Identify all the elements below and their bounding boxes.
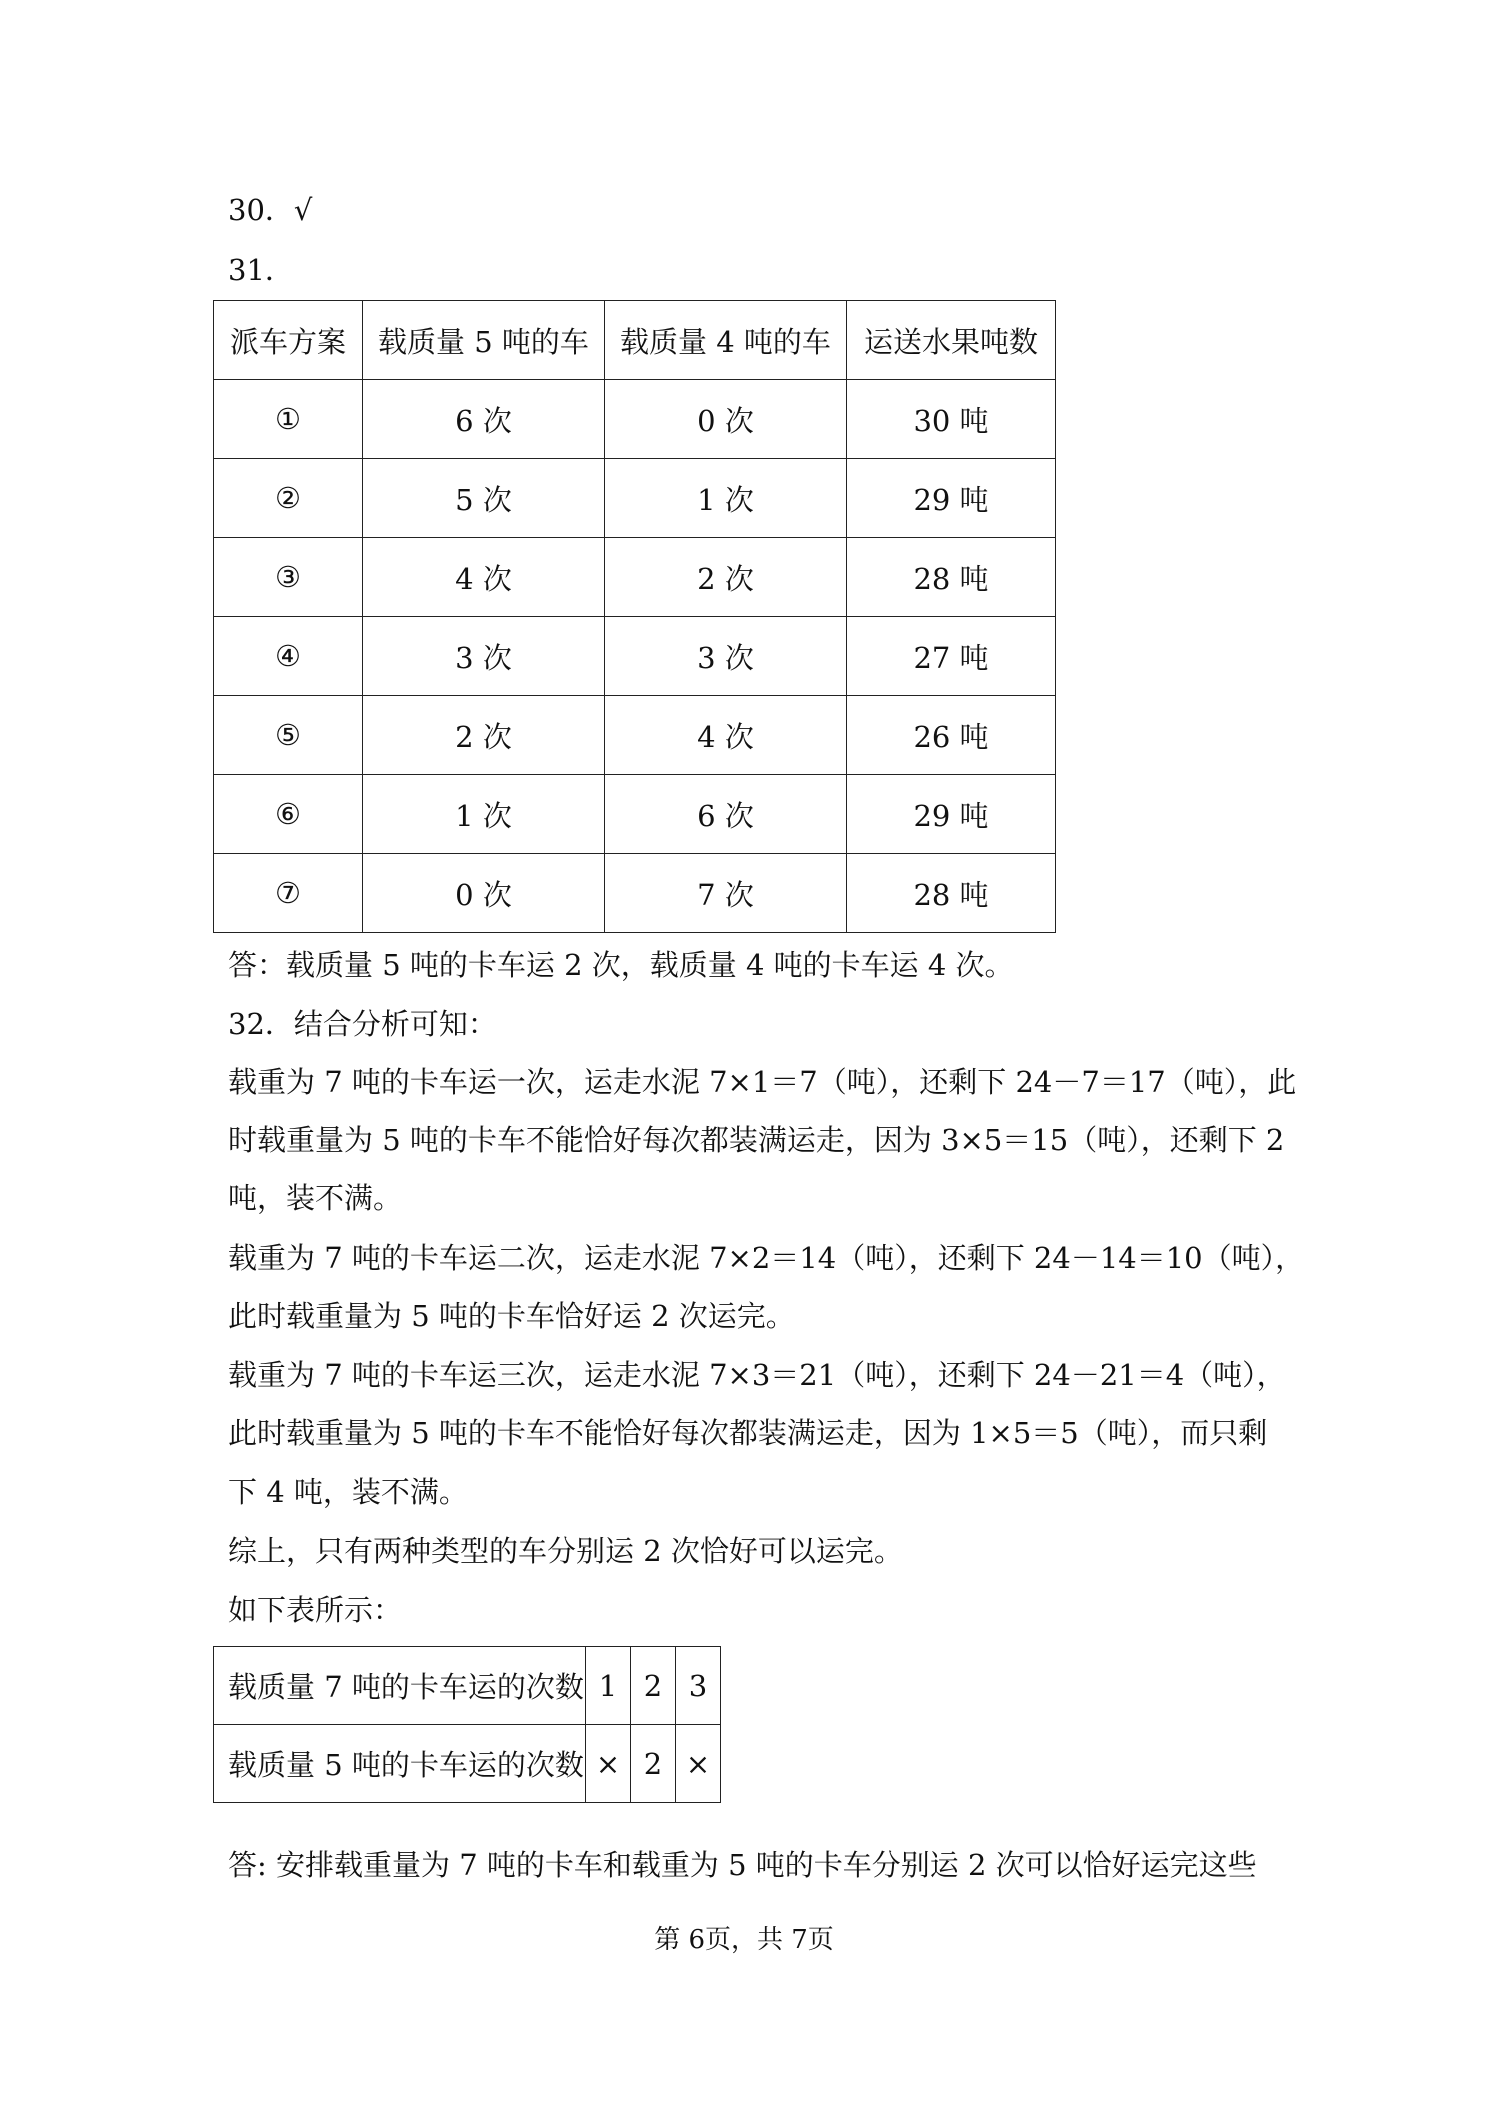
table-cell: 1 次 <box>363 775 605 854</box>
table-cell: 7 次 <box>605 854 847 933</box>
table-row <box>214 1647 721 1725</box>
table-cell: ⑤ <box>214 696 363 775</box>
row-label: 载质量 7 吨的卡车运的次数 <box>214 1647 586 1725</box>
row-label: 载质量 5 吨的卡车运的次数 <box>214 1725 586 1803</box>
table-cell: 4 次 <box>363 538 605 617</box>
table-cell: 28 吨 <box>847 854 1056 933</box>
q32-table <box>213 1646 721 1803</box>
header-cell: 派车方案 <box>214 301 363 380</box>
q32-answer: 答: 安排载重量为 7 吨的卡车和载重为 5 吨的卡车分别运 2 次可以恰好运完这些 <box>228 1848 1257 1882</box>
table-cell: 6 次 <box>363 380 605 459</box>
q32-line: 如下表所示： <box>228 1593 403 1627</box>
table-cell: 2 <box>631 1725 676 1803</box>
table-cell: ④ <box>214 617 363 696</box>
table-cell: × <box>586 1725 631 1803</box>
table-cell: 2 次 <box>363 696 605 775</box>
header-cell: 载质量 5 吨的车 <box>363 301 605 380</box>
header-cell: 载质量 4 吨的车 <box>605 301 847 380</box>
table-cell: 2 <box>631 1647 676 1725</box>
q31-label: 31． <box>228 253 294 287</box>
table-cell: 26 吨 <box>847 696 1056 775</box>
table-header-row <box>214 301 1056 380</box>
table-cell: 3 <box>676 1647 721 1725</box>
table-row <box>214 854 1056 933</box>
table-cell: 1 <box>586 1647 631 1725</box>
table-row <box>214 696 1056 775</box>
q32-line: 载重为 7 吨的卡车运三次，运走水泥 7×3＝21（吨），还剩下 24－21＝4（吨）， <box>228 1358 1286 1392</box>
q32-line: 此时载重量为 5 吨的卡车恰好运 2 次运完。 <box>228 1299 795 1333</box>
table-cell: 28 吨 <box>847 538 1056 617</box>
table-cell: ② <box>214 459 363 538</box>
table-cell: 3 次 <box>363 617 605 696</box>
table-row <box>214 617 1056 696</box>
q32-line: 载重为 7 吨的卡车运二次，运走水泥 7×2＝14（吨），还剩下 24－14＝10（吨）， <box>228 1241 1305 1275</box>
table-cell: ⑥ <box>214 775 363 854</box>
header-cell: 运送水果吨数 <box>847 301 1056 380</box>
q32-line: 此时载重量为 5 吨的卡车不能恰好每次都装满运走，因为 1×5＝5（吨），而只剩 <box>228 1416 1268 1450</box>
table-cell: 0 次 <box>363 854 605 933</box>
table-row <box>214 380 1056 459</box>
table-cell: 2 次 <box>605 538 847 617</box>
table-row <box>214 775 1056 854</box>
q32-line: 下 4 吨，装不满。 <box>228 1475 468 1509</box>
table-cell: 30 吨 <box>847 380 1056 459</box>
q32-line: 时载重量为 5 吨的卡车不能恰好每次都装满运走，因为 3×5＝15（吨），还剩下 2 <box>228 1123 1285 1157</box>
q32-line: 32．结合分析可知： <box>228 1007 497 1041</box>
table-cell: × <box>676 1725 721 1803</box>
q32-line: 载重为 7 吨的卡车运一次，运走水泥 7×1＝7（吨），还剩下 24－7＝17（吨），此 <box>228 1065 1297 1099</box>
table-cell: 1 次 <box>605 459 847 538</box>
table-cell: 29 吨 <box>847 775 1056 854</box>
q30-answer: 30．√ <box>228 193 313 227</box>
table-cell: ① <box>214 380 363 459</box>
table-row <box>214 459 1056 538</box>
table-cell: 29 吨 <box>847 459 1056 538</box>
table-cell: 5 次 <box>363 459 605 538</box>
table-row <box>214 538 1056 617</box>
table-cell: 27 吨 <box>847 617 1056 696</box>
page-footer: 第 6页，共 7页 <box>654 1925 834 1955</box>
table-cell: ③ <box>214 538 363 617</box>
table-cell: 3 次 <box>605 617 847 696</box>
q31-table <box>213 300 1056 933</box>
q32-line: 吨，装不满。 <box>228 1181 403 1215</box>
table-row <box>214 1725 721 1803</box>
table-cell: ⑦ <box>214 854 363 933</box>
table-cell: 6 次 <box>605 775 847 854</box>
q31-answer: 答：载质量 5 吨的卡车运 2 次，载质量 4 吨的卡车运 4 次。 <box>228 948 1014 982</box>
table-cell: 4 次 <box>605 696 847 775</box>
table-cell: 0 次 <box>605 380 847 459</box>
q32-line: 综上，只有两种类型的车分别运 2 次恰好可以运完。 <box>228 1534 903 1568</box>
